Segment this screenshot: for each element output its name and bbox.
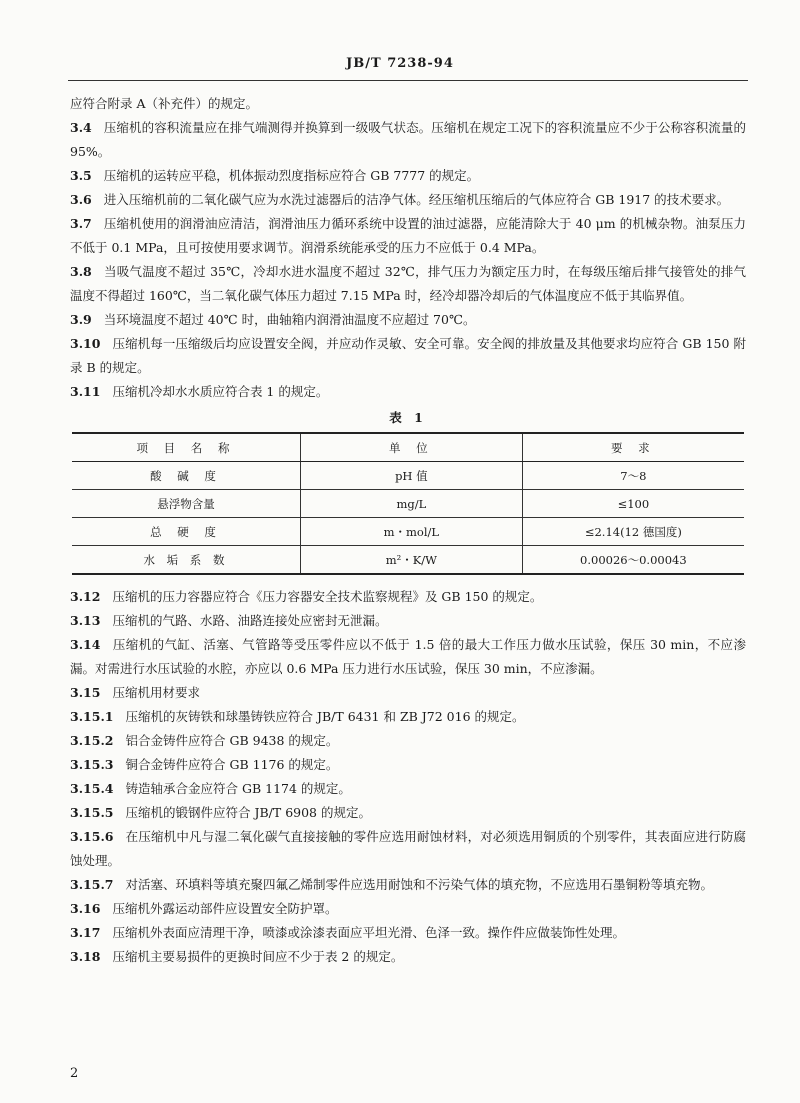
cell-unit: m²・K/W: [300, 546, 522, 575]
cell-requirement: 0.00026～0.00043: [522, 546, 744, 575]
clause: [70, 609, 746, 633]
clause: [70, 825, 746, 873]
cell-item: 总 硬 度: [72, 518, 300, 546]
clause-text: 压缩机主要易损件的更换时间应不少于表 2 的规定。: [112, 949, 404, 964]
clause: [70, 92, 746, 116]
clause-number: 3.15.6: [70, 829, 114, 844]
clause-text: 压缩机的灰铸铁和球墨铸铁应符合 JB/T 6431 和 ZB J72 016 的规定。: [125, 709, 525, 724]
clause-text: 在压缩机中凡与湿二氧化碳气直接接触的零件应选用耐蚀材料，对必须选用铜质的个别零件，其表面应进行防腐蚀处理。: [70, 829, 746, 868]
clause: [70, 585, 746, 609]
clause-text: 压缩机使用的润滑油应清洁，润滑油压力循环系统中设置的油过滤器，应能清除大于 40 μm 的机械杂物。油泵压力不低于 0.1 MPa，且可按使用要求调节。润滑系统能承受的压力不应低于 0.4 MPa。: [70, 216, 746, 255]
document-body: [70, 92, 746, 969]
page-header: JB/T 7238-94: [346, 56, 454, 71]
clauses-top: [70, 92, 746, 404]
table-row: [72, 462, 744, 490]
cell-unit: mg/L: [300, 490, 522, 518]
cell-requirement: ≤100: [522, 490, 744, 518]
clause-text: 铸造轴承合金应符合 GB 1174 的规定。: [125, 781, 351, 796]
clause: [70, 921, 746, 945]
clause-text: 应符合附录 A（补充件）的规定。: [70, 96, 259, 111]
table-header-row: [72, 433, 744, 462]
clause: [70, 380, 746, 404]
clause-text: 压缩机的压力容器应符合《压力容器安全技术监察规程》及 GB 150 的规定。: [112, 589, 543, 604]
clause-number: 3.15.1: [70, 709, 114, 724]
clause: [70, 945, 746, 969]
clause-number: 3.6: [70, 192, 92, 207]
clause-number: 3.13: [70, 613, 101, 628]
clause-number: 3.10: [70, 336, 101, 351]
clause: [70, 753, 746, 777]
table-title: 表 1: [389, 410, 427, 425]
clause: [70, 705, 746, 729]
clause-text: 当吸气温度不超过 35℃，冷却水进水温度不超过 32℃，排气压力为额定压力时，在每级压缩后排气接管处的排气温度不得超过 160℃，当二氧化碳气体压力超过 7.15 MPa 时，经冷却器冷却后的气体温度应不低于其临界值。: [70, 264, 746, 303]
clause: [70, 873, 746, 897]
header-rule: [68, 80, 748, 81]
header-item: 项 目 名 称: [72, 433, 300, 462]
clause-number: 3.5: [70, 168, 92, 183]
clause-number: 3.14: [70, 637, 101, 652]
clause: [70, 116, 746, 164]
clause-text: 铝合金铸件应符合 GB 9438 的规定。: [125, 733, 339, 748]
clause-text: 进入压缩机前的二氧化碳气应为水洗过滤器后的洁净气体。经压缩机压缩后的气体应符合 GB 1917 的技术要求。: [103, 192, 730, 207]
clause-number: 3.15.4: [70, 781, 114, 796]
clause-text: 压缩机的运转应平稳，机体振动烈度指标应符合 GB 7777 的规定。: [103, 168, 480, 183]
table-row: [72, 490, 744, 518]
clause-number: 3.8: [70, 264, 92, 279]
clause: [70, 308, 746, 332]
clause-number: 3.15: [70, 685, 101, 700]
clause-text: 压缩机外露运动部件应设置安全防护罩。: [112, 901, 338, 916]
cell-item: 悬浮物含量: [72, 490, 300, 518]
clause-number: 3.18: [70, 949, 101, 964]
clause-text: 当环境温度不超过 40℃ 时，曲轴箱内润滑油温度不应超过 70℃。: [103, 312, 476, 327]
cell-unit: pH 值: [300, 462, 522, 490]
clause-text: 压缩机用材要求: [112, 685, 200, 700]
clause: [70, 897, 746, 921]
clause: [70, 633, 746, 681]
clause: [70, 681, 746, 705]
cell-item: 水 垢 系 数: [72, 546, 300, 575]
clause-number: 3.7: [70, 216, 92, 231]
clauses-bottom: [70, 585, 746, 969]
clause-number: 3.15.5: [70, 805, 114, 820]
clause-text: 压缩机的气缸、活塞、气管路等受压零件应以不低于 1.5 倍的最大工作压力做水压试验，保压 30 min，不应渗漏。对需进行水压试验的水腔，亦应以 0.6 MPa 压力进行水压试验，保压 30 min，不应渗漏。: [70, 637, 746, 676]
clause-number: 3.15.2: [70, 733, 114, 748]
clause-text: 压缩机冷却水水质应符合表 1 的规定。: [112, 384, 329, 399]
clause: [70, 212, 746, 260]
water-quality-table: [72, 432, 744, 575]
cell-item: 酸 碱 度: [72, 462, 300, 490]
clause: [70, 188, 746, 212]
clause-number: 3.17: [70, 925, 101, 940]
clause: [70, 777, 746, 801]
clause-text: 压缩机的气路、水路、油路连接处应密封无泄漏。: [112, 613, 388, 628]
clause-text: 对活塞、环填料等填充聚四氟乙烯制零件应选用耐蚀和不污染气体的填充物，不应选用石墨铜粉等填充物。: [125, 877, 714, 892]
clause: [70, 332, 746, 380]
clause-number: 3.9: [70, 312, 92, 327]
clause-number: 3.12: [70, 589, 101, 604]
clause-text: 压缩机的容积流量应在排气端测得并换算到一级吸气状态。压缩机在规定工况下的容积流量应不少于公称容积流量的 95%。: [70, 120, 746, 159]
table-row: [72, 546, 744, 575]
clause-text: 压缩机的锻钢件应符合 JB/T 6908 的规定。: [125, 805, 371, 820]
clause-number: 3.15.3: [70, 757, 114, 772]
clause: [70, 260, 746, 308]
header-unit: 单 位: [300, 433, 522, 462]
clause-number: 3.4: [70, 120, 92, 135]
clause-text: 压缩机每一压缩级后均应设置安全阀，并应动作灵敏、安全可靠。安全阀的排放量及其他要求均应符合 GB 150 附录 B 的规定。: [70, 336, 746, 375]
clause-text: 铜合金铸件应符合 GB 1176 的规定。: [125, 757, 339, 772]
clause: [70, 164, 746, 188]
clause-number: 3.11: [70, 384, 101, 399]
table-row: [72, 518, 744, 546]
page-number: 2: [70, 1066, 79, 1081]
clause-number: 3.15.7: [70, 877, 114, 892]
cell-unit: m・mol/L: [300, 518, 522, 546]
clause: [70, 729, 746, 753]
cell-requirement: 7～8: [522, 462, 744, 490]
clause-text: 压缩机外表面应清理干净，喷漆或涂漆表面应平坦光滑、色泽一致。操作件应做装饰性处理。: [112, 925, 625, 940]
header-requirement: 要 求: [522, 433, 744, 462]
cell-requirement: ≤2.14(12 德国度): [522, 518, 744, 546]
clause: [70, 801, 746, 825]
clause-number: 3.16: [70, 901, 101, 916]
